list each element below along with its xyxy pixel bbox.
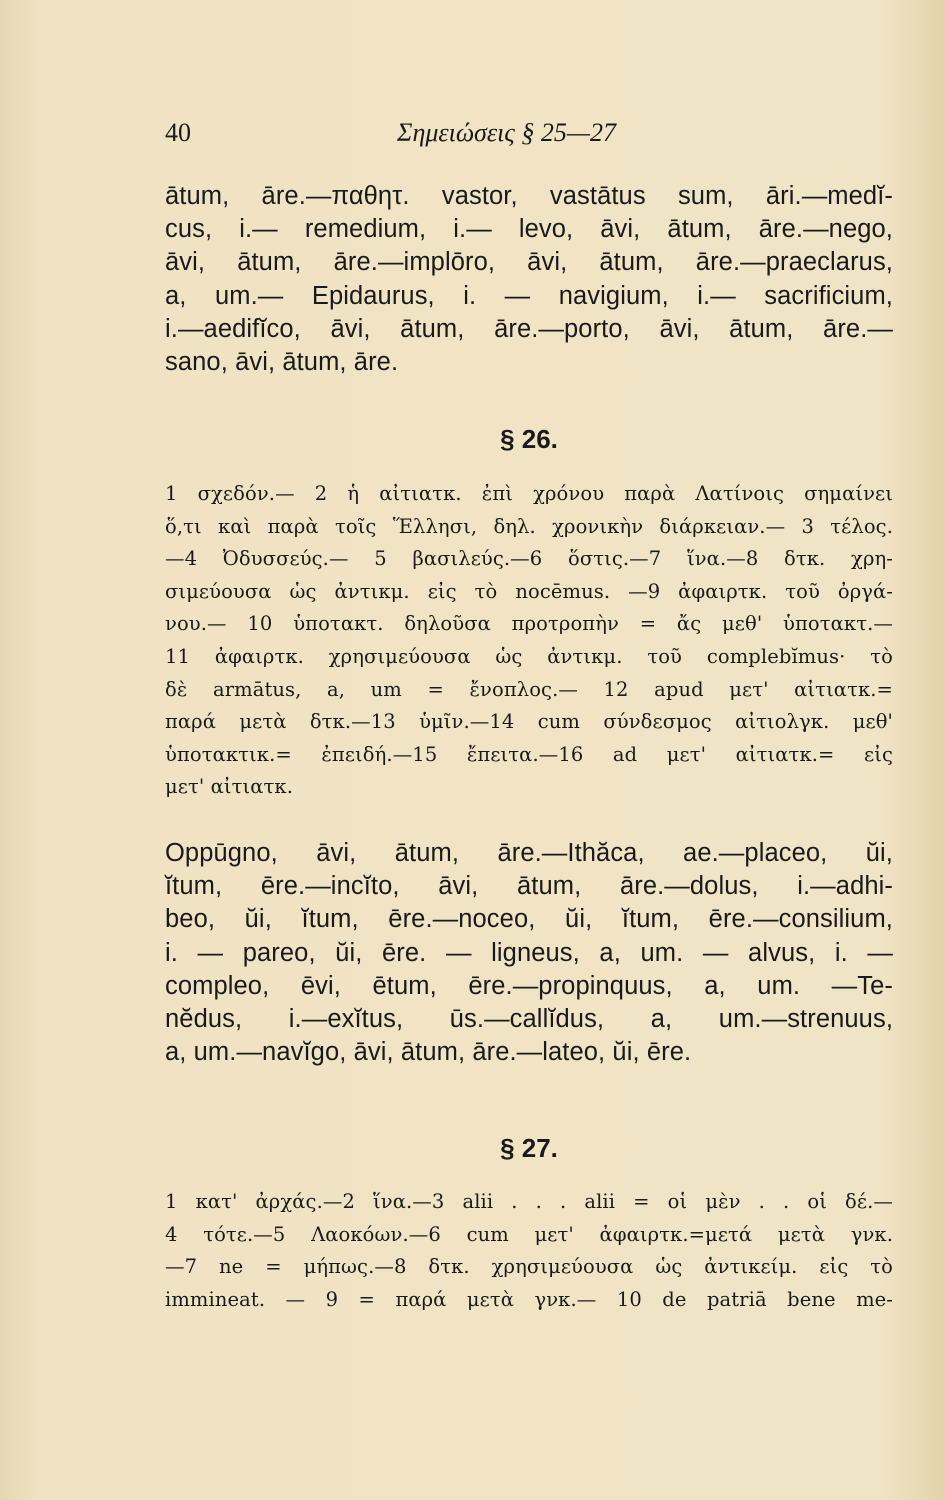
note-line: 4 τότε.—5 Λαοκόων.—6 cum μετ' ἀφαιρτκ.=μετά μετὰ γνκ. (165, 1222, 893, 1246)
running-head: Σημειώσεις § 25—27 (397, 118, 616, 147)
note-line: σιμεύουσα ὡς ἀντικμ. εἰς τὸ nocēmus. —9 ἀφαιρτκ. τοῦ ὀργά- (165, 579, 893, 603)
vocabulary-section-25 (165, 180, 893, 379)
section-heading-26: § 26. (500, 424, 558, 454)
section-heading-27: § 27. (500, 1133, 558, 1163)
text-line: i.—aedifĭco, āvi, ātum, āre.—porto, āvi, ātum, āre.— (165, 314, 893, 343)
page-header (165, 118, 885, 158)
text-line: ātum, āre.—παθητ. vastor, vastātus sum, āri.—medĭ- (165, 182, 893, 210)
note-line: νου.— 10 ὑποτακτ. δηλοῦσα προτροπὴν = ἄς μεθ' ὑποτακτ.— (165, 612, 893, 636)
note-line: ὑποτακτικ.= ἐπειδή.—15 ἔπειτα.—16 ad μετ' αἰτιατκ.= εἰς (165, 742, 893, 766)
note-line: 1 κατ' ἀρχάς.—2 ἵνα.—3 alii . . . alii = οἱ μὲν . . οἱ δέ.— (165, 1190, 893, 1213)
note-line: —7 ne = μήπως.—8 δτκ. χρησιμεύουσα ὡς ἀντικείμ. εἰς τὸ (165, 1255, 893, 1279)
note-line: 1 σχεδόν.— 2 ἡ αἰτιατκ. ἐπὶ χρόνου παρὰ Λατίνοις σημαίνει (165, 482, 893, 505)
note-line: —4 Ὀδυσσεύς.— 5 βασιλεύς.—6 ὅστις.—7 ἵνα.—8 δτκ. χρη- (165, 547, 893, 571)
text-line: a, um.—navĭgo, āvi, ātum, āre.—lateo, ŭi, ēre. (165, 1038, 692, 1067)
note-line: μετ' αἰτιατκ. (165, 775, 294, 799)
text-line: a, um.— Epidaurus, i. — navigium, i.— sacrificium, (165, 281, 893, 310)
text-line: compleo, ēvi, ētum, ēre.—propinquus, a, um. —Te- (165, 971, 893, 1000)
note-line: 11 ἀφαιρτκ. χρησιμεύουσα ὡς ἀντικμ. τοῦ complebĭmus· τὸ (165, 644, 893, 668)
text-line: āvi, ātum, āre.—implōro, āvi, ātum, āre.—praeclarus, (165, 248, 893, 277)
text-line: Oppūgno, āvi, ātum, āre.—Ithăca, ae.—placeo, ŭi, (165, 839, 893, 867)
text-line: nĕdus, i.—exĭtus, ūs.—callĭdus, a, um.—strenuus, (165, 1005, 893, 1034)
text-line: i. — pareo, ŭi, ēre. — ligneus, a, um. — alvus, i. — (165, 938, 893, 967)
note-line: immineat. — 9 = παρά μετὰ γνκ.— 10 de patriā bene me- (165, 1287, 893, 1311)
note-line: δὲ armātus, a, um = ἔνοπλος.— 12 apud μετ' αἰτιατκ.= (165, 677, 893, 701)
text-line: sano, āvi, ātum, āre. (165, 348, 399, 377)
notes-section-27 (165, 1186, 893, 1316)
text-line: beo, ŭi, ĭtum, ēre.—noceo, ŭi, ĭtum, ēre.—consilium, (165, 905, 893, 934)
notes-section-26 (165, 478, 893, 804)
text-line: cus, i.— remedium, i.— levo, āvi, ātum, āre.—nego, (165, 215, 893, 244)
note-line: παρά μετὰ δτκ.—13 ὑμῖν.—14 cum σύνδεσμος αἰτιολγκ. μεθ' (165, 710, 893, 734)
vocabulary-section-26 (165, 837, 893, 1069)
page-number: 40 (165, 118, 191, 147)
text-line: ĭtum, ēre.—incĭto, āvi, ātum, āre.—dolus, i.—adhi- (165, 872, 893, 901)
note-line: ὅ,τι καὶ παρὰ τοῖς Ἕλλησι, δηλ. χρονικὴν διάρκειαν.— 3 τέλος. (165, 514, 893, 538)
